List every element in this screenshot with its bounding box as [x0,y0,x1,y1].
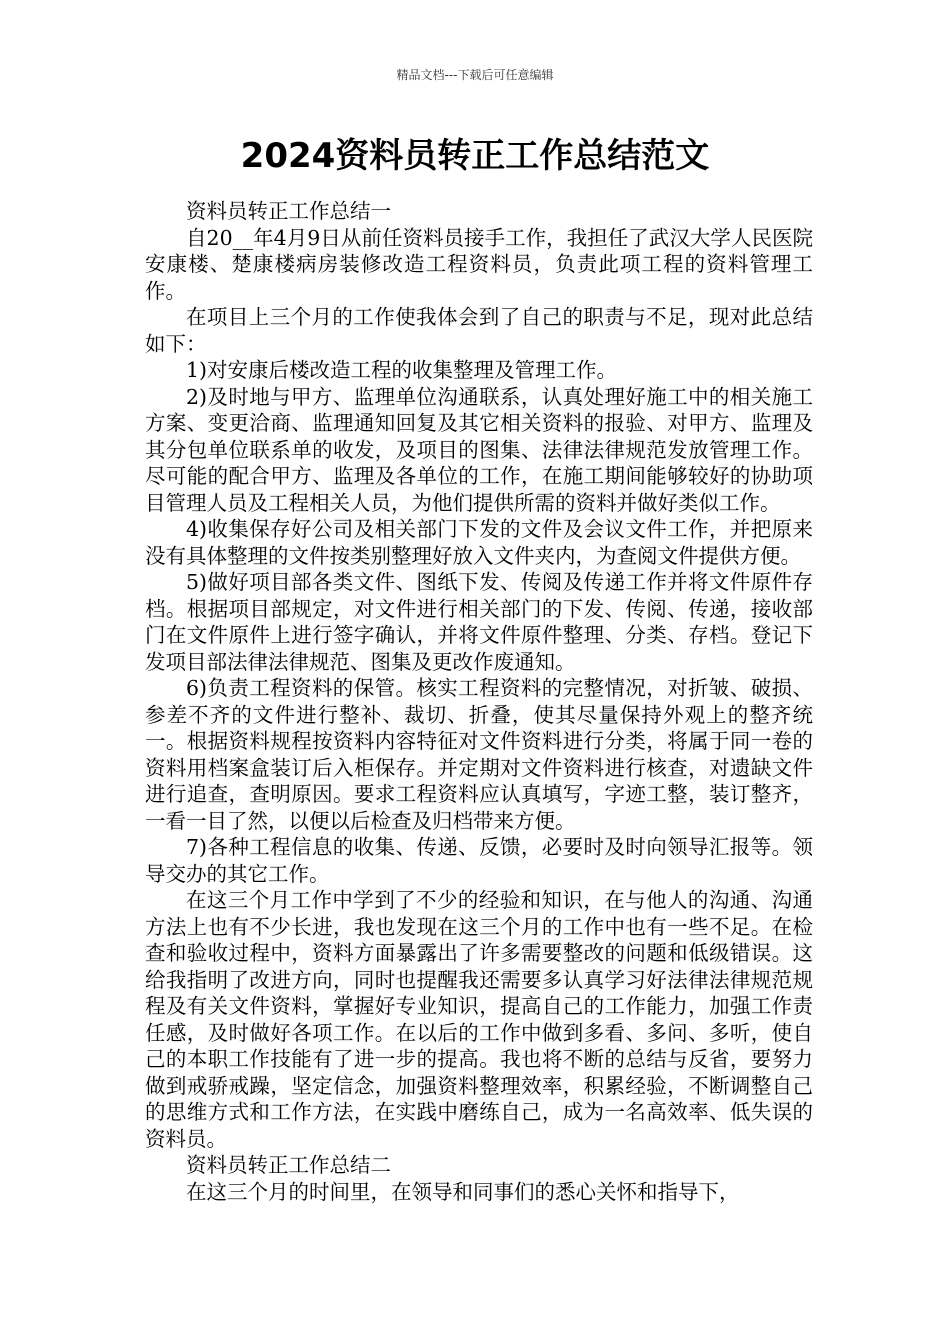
paragraph: 在这三个月的时间里，在领导和同事们的悉心关怀和指导下， [186,1179,740,1204]
section-heading-1: 资料员转正工作总结一 [186,199,391,223]
paragraph: 自20__年4月9日从前任资料员接手工作，我担任了武汉大学人民医院安康楼、楚康楼病房装修改造工程资料员，负责此项工程的资料管理工作。 [145,225,813,303]
section-heading-2: 资料员转正工作总结二 [186,1153,391,1177]
list-item: 1)对安康后楼改造工程的收集整理及管理工作。 [186,358,618,382]
list-item: 5)做好项目部各类文件、图纸下发、传阅及传递工作并将文件原件存档。根据项目部规定，对文件进行相关部门的下发、传阅、传递，接收部门在文件原件上进行签字确认，并将文件原件整理、分类、存档。登记下发项目部法律法律规范、图集及更改作废通知。 [145,570,813,674]
list-item: 2)及时地与甲方、监理单位沟通联系，认真处理好施工中的相关施工方案、变更洽商、监理通知回复及其它相关资料的报验、对甲方、监理及其分包单位联系单的收发，及项目的图集、法律法律规范发放管理工作。尽可能的配合甲方、监理及各单位的工作，在施工期间能够较好的协助项目管理人员及工程相关人员，为他们提供所需的资料并做好类似工作。 [145,384,813,515]
paragraph: 在这三个月工作中学到了不少的经验和知识，在与他人的沟通、沟通方法上也有不少长进，我也发现在这三个月的工作中也有一些不足。在检查和验收过程中，资料方面暴露出了许多需要整改的问题和低级错误。这给我指明了改进方向，同时也提醒我还需要多认真学习好法律法律规范规程及有关文件资料，掌握好专业知识，提高自己的工作能力，加强工作责任感，及时做好各项工作。在以后的工作中做到多看、多问、多听，使自己的本职工作技能有了进一步的提高。我也将不断的总结与反省，要努力做到戒骄戒躁，坚定信念，加强资料整理效率，积累经验，不断调整自己的思维方式和工作方法，在实践中磨练自己，成为一名高效率、低失误的资料员。 [145,888,813,1151]
document-body [145,198,813,1205]
list-item: 7)各种工程信息的收集、传递、反馈，必要时及时向领导汇报等。领导交办的其它工作。 [145,835,813,886]
paragraph: 在项目上三个月的工作使我体会到了自己的职责与不足，现对此总结如下： [145,305,813,356]
list-item: 6)负责工程资料的保管。核实工程资料的完整情况，对折皱、破损、参差不齐的文件进行整补、裁切、折叠，使其尽量保持外观上的整齐统一。根据资料规程按资料内容特征对文件资料进行分类，将属于同一卷的资料用档案盒装订后入柜保存。并定期对文件资料进行核查，对遗缺文件进行追查，查明原因。要求工程资料应认真填写，字迹工整，装订整齐，一看一目了然，以便以后检查及归档带来方便。 [145,676,813,833]
document-title: 2024资料员转正工作总结范文 [240,136,710,176]
list-item: 4)收集保存好公司及相关部门下发的文件及会议文件工作，并把原来没有具体整理的文件按类别整理好放入文件夹内，为查阅文件提供方便。 [145,517,813,568]
header-note: 精品文档---下载后可任意编辑 [396,68,554,82]
